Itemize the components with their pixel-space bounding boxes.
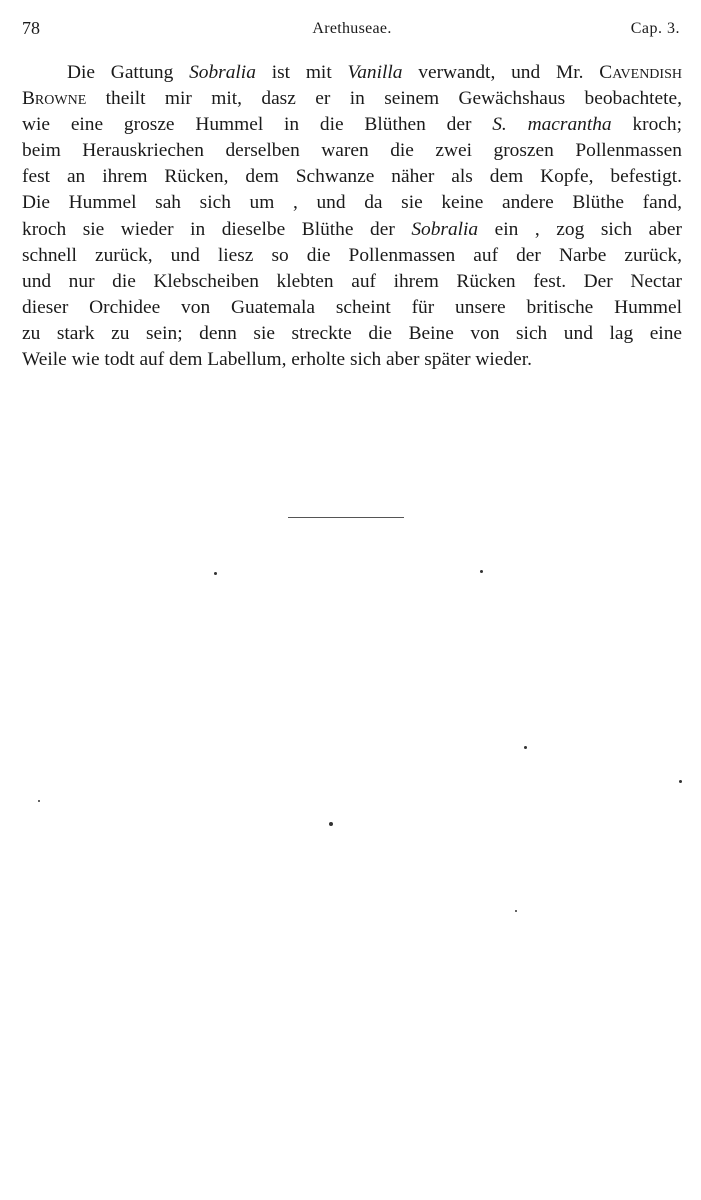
scan-speck: [329, 822, 333, 826]
text-line: [22, 347, 682, 373]
scan-speck: [679, 780, 682, 783]
text-line: [22, 243, 682, 269]
scan-speck: [524, 746, 527, 749]
text-run: fest an ihrem Rücken, dem Schwanze näher als dem Kopfe, befestigt.: [22, 166, 682, 188]
text-line: [22, 164, 682, 190]
running-title: Arethuseae.: [312, 20, 392, 37]
text-run: ist mit: [255, 62, 348, 83]
text-run: verwandt, und Mr.: [402, 62, 600, 83]
text-run: Weile wie todt auf dem Labellum, erholte sich aber später wieder.: [22, 349, 532, 371]
text-line: [22, 112, 682, 138]
text-line: [22, 269, 682, 295]
text-line: [22, 295, 682, 321]
text-run: Die Gattung: [67, 62, 190, 83]
text-run: wie eine grosze Hummel in die Blüthen der: [22, 114, 493, 136]
text-run: zu stark zu sein; denn sie streckte die Beine von sich und lag eine: [22, 322, 682, 344]
italic-term: Vanilla: [347, 62, 403, 83]
scan-speck: [214, 572, 217, 575]
text-run: beim Herauskriechen derselben waren die zwei groszen Pollenmassen: [22, 140, 682, 162]
text-run: und nur die Klebscheiben klebten auf ihrem Rücken fest. Der Nectar: [22, 270, 682, 292]
scan-speck: [480, 570, 483, 573]
text-run: theilt mir mit, dasz er in seinem Gewächshaus beobachtete,: [86, 88, 682, 110]
italic-term: Sobralia: [189, 62, 256, 83]
text-line: [22, 190, 682, 216]
scan-speck: [515, 910, 517, 912]
text-run: dieser Orchidee von Guatemala scheint für unsere britische Hummel: [22, 296, 682, 318]
text-line: [22, 86, 682, 112]
text-run: schnell zurück, und liesz so die Pollenmassen auf der Narbe zurück,: [22, 244, 682, 266]
text-run: Die Hummel sah sich um , und da sie keine andere Blüthe fand,: [22, 192, 682, 214]
scan-speck: [38, 800, 40, 802]
text-run: kroch sie wieder in dieselbe Blüthe der: [22, 218, 412, 240]
body-paragraph: [22, 60, 682, 373]
text-run: ein , zog sich aber: [478, 218, 682, 240]
running-header: [22, 18, 682, 42]
chapter-label: Cap. 3.: [630, 20, 680, 37]
italic-term: Sobralia: [411, 218, 479, 240]
italic-term: S. macrantha: [492, 114, 612, 136]
text-line: [22, 60, 682, 86]
text-run: kroch;: [611, 114, 682, 136]
page-number: 78: [22, 18, 40, 38]
text-line: [22, 321, 682, 347]
section-divider: [288, 517, 404, 518]
person-name: Cavendish: [599, 62, 682, 83]
person-name: Browne: [22, 88, 87, 110]
text-line: [22, 138, 682, 164]
text-line: [22, 217, 682, 243]
